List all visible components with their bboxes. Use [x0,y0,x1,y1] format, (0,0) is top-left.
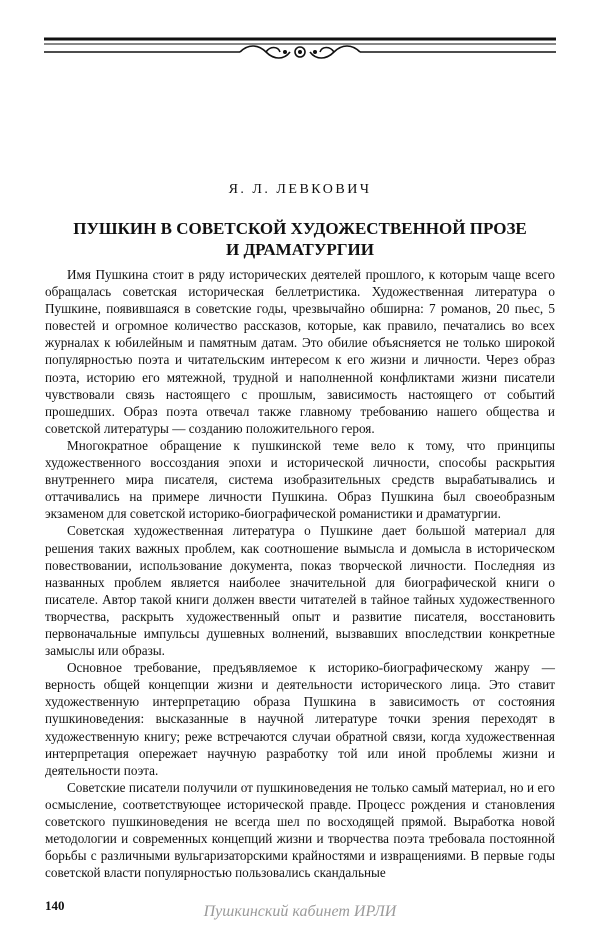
paragraph-5: Советские писатели получили от пушкиноведения не только самый материал, но и его осмысление, соответствующее исторической правде. Процесс рождения и становления советского пушкиноведения не всегда шел по восходящей прямой. Выработка новой методологии и современных концепций жизни и творчества поэта требовала постоянной борьбы с различными вульгаризаторскими крайностями и извращениями. В первые годы советской власти популярностью пользовались скандальные [45,779,555,881]
article-title-line-1: ПУШКИН В СОВЕТСКОЙ ХУДОЖЕСТВЕННОЙ ПРОЗЕ [73,219,527,238]
paragraph-3: Советская художественная литература о Пушкине дает большой материал для решения таких важных проблем, как соотношение вымысла и домысла в историческом повествовании, использование документа, показ творческой личности. Последняя из названных проблем является наиболее значительной для биографической книги о писателе. Автор такой книги должен ввести читателей в тайное тайных художественного творчества, раскрыть художественный опыт и развитие писателя, восстановить первоначальные импульсы душевных волнений, вызвавших впоследствии конкретные замыслы или образы. [45,523,555,659]
decorative-header-ornament [44,34,556,68]
article-body [45,266,555,881]
paragraph-4: Основное требование, предъявляемое к историко-биографическому жанру — верность общей концепции жизни и деятельности исторического лица. Это ставит художественную интерпретацию образа Пушкина в зависимость от состояния пушкиноведения: высказанные в научной литературе точки зрения переходят в художественную книгу; реже встречаются случаи обратной связи, когда художественная интерпретация опережает научную разработку той или иной проблемы жизни и деятельности поэта. [45,660,555,778]
article-title [60,218,540,260]
paragraph-1: Имя Пушкина стоит в ряду исторических деятелей прошлого, к которым чаще всего обращалась советская историческая беллетристика. Художественная литература о Пушкине, появившаяся в советские годы, чрезвычайно обширна: 7 романов, 20 пьес, 5 повестей и огромное количество рассказов, которые, как правило, печатались во всех журналах к юбилейным и памятным датам. Это обилие объясняется не только широкой популярностью поэта и читательским интересом к его жизни и личности. Через образ поэта, историю его мятежной, трудной и наполненной конфликтами жизни писатели чувствовали связь настоящего с прошлым, зависимость настоящего от событий прошедших. Образ поэта отвечал также главному требованию нашего общества и советской литературы — созданию положительного героя. [45,267,555,436]
paragraph-2: Многократное обращение к пушкинской теме вело к тому, что принципы художественного воссоздания эпохи и исторической личности, способы раскрытия внутреннего мира писателя, система изобразительных средств вырабатывались и оттачивались на примере личности Пушкина. Образ Пушкина был своеобразным экзаменом для советской историко-биографической романистики и драматургии. [45,437,555,522]
page-number: 140 [45,898,65,913]
article-title-line-2: И ДРАМАТУРГИИ [226,240,374,259]
watermark: Пушкинский кабинет ИРЛИ [203,903,397,920]
author-name: Я. Л. ЛЕВКОВИЧ [228,182,372,197]
